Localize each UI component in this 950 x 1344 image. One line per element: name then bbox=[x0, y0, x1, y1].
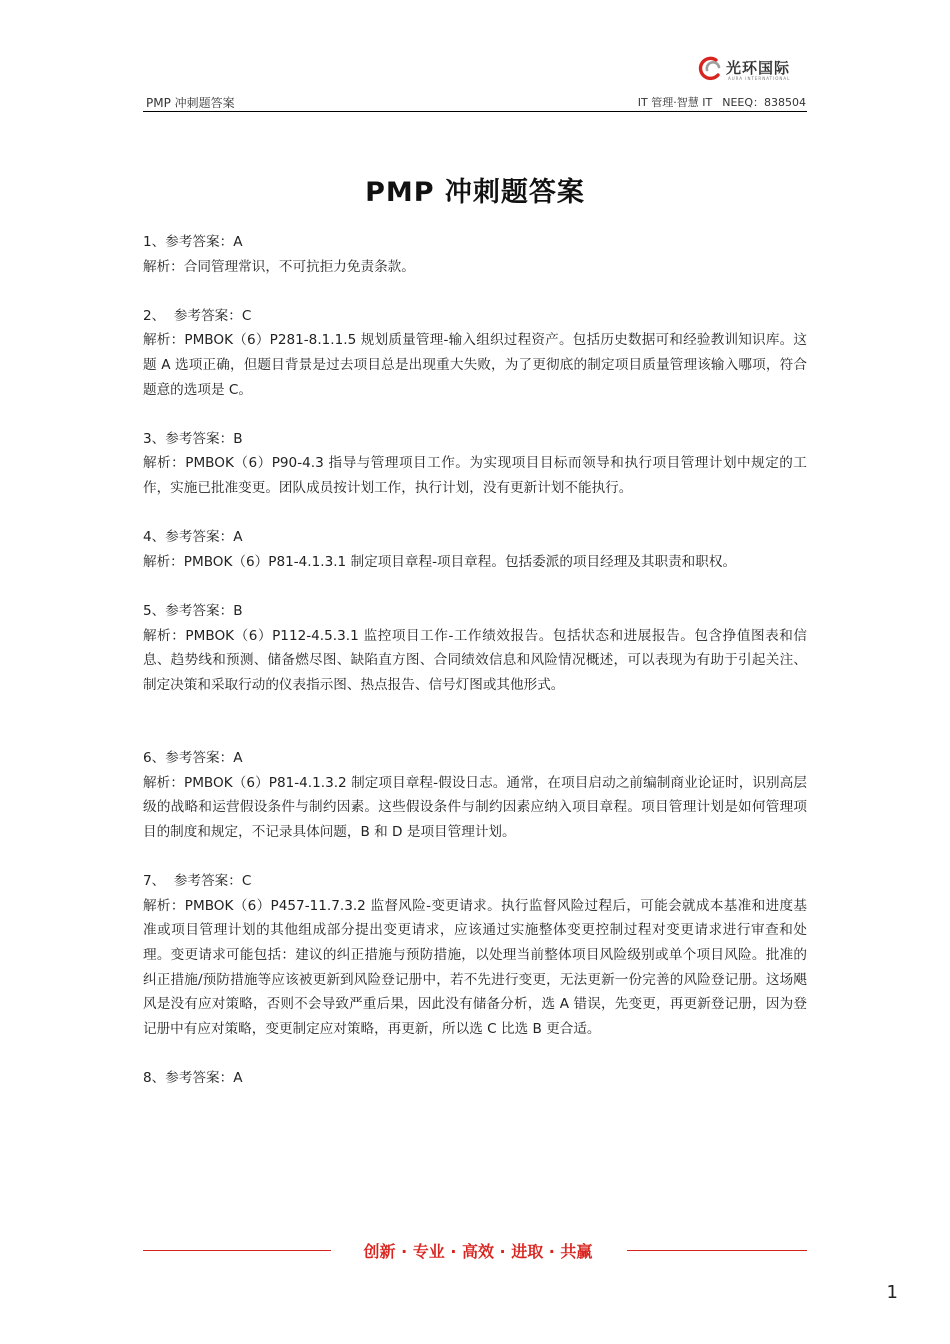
analysis-text: 解析：PMBOK（6）P112-4.5.3.1 监控项目工作-工作绩效报告。包括状态和进展报告。包含挣值图表和信息、趋势线和预测、储备燃尽图、缺陷直方图、合同绩效信息和风险情况概述，可以表现为有助于引起关注、制定决策和采取行动的仪表指示图、热点报告、信号灯图或其他形式。 bbox=[143, 627, 807, 693]
analysis-text: 解析：PMBOK（6）P81-4.1.3.2 制定项目章程-假设日志。通常，在项目启动之前编制商业论证时，识别高层级的战略和运营假设条件与制约因素。这些假设条件与制约因素应纳入项目章程。项目管理计划是如何管理项目的制度和规定，不记录具体问题，B 和 D 是项目管理计划。 bbox=[143, 774, 807, 841]
running-header-title: PMP 冲刺题答案 bbox=[146, 96, 235, 110]
footer-slogan: 创新 · 专业 · 高效 · 进取 · 共赢 bbox=[363, 1242, 593, 1261]
analysis-text: 解析：PMBOK（6）P90-4.3 指导与管理项目工作。为实现项目目标而领导和执行项目管理计划中规定的工作，实施已批准变更。团队成员按计划工作，执行计划，没有更新计划不能执行。 bbox=[143, 455, 807, 496]
aura-logo-icon bbox=[696, 55, 724, 83]
analysis-text: 解析：PMBOK（6）P81-4.1.3.1 制定项目章程-项目章程。包括委派的项目经理及其职责和职权。 bbox=[143, 553, 737, 570]
analysis-text: 解析：PMBOK（6）P281-8.1.1.5 规划质量管理-输入组织过程资产。包括历史数据可和经验教训知识库。这题 A 选项正确，但题目背景是过去项目总是出现重大失败，为了更彻底的制定项目质量管理该输入哪项，符合题意的选项是 C。 bbox=[143, 332, 807, 398]
analysis-text: 解析：PMBOK（6）P457-11.7.3.2 监督风险-变更请求。执行监督风险过程后，可能会就成本基准和进度基准或项目管理计划的其他组成部分提出变更请求，应该通过实施整体变更控制过程对变更请求进行审查和处理。变更请求可能包括：建议的纠正措施与预防措施，以处理当前整体项目风险级别或单个项目风险。批准的纠正措施/预防措施等应该被更新到风险登记册中，若不先进行变更，无法更新一份完善的风险登记册。这场飓风是没有应对策略，否则不会导致严重后果，因此没有储备分析，选 A 错误，先变更，再更新登记册，因为登记册中有应对策略，变更制定应对策略，再更新，所以选 C 比选 B 更合适。 bbox=[143, 897, 807, 1037]
page-footer bbox=[143, 1238, 807, 1264]
logo-subtitle: AURA INTERNATIONAL bbox=[728, 76, 791, 81]
answer-line: 8、参考答案：A bbox=[143, 1070, 243, 1086]
header-neeq-code: NEEQ：838504 bbox=[722, 96, 806, 109]
page-title: PMP 冲刺题答案 bbox=[365, 177, 585, 209]
page-number: 1 bbox=[886, 1282, 898, 1303]
answer-item bbox=[143, 525, 807, 574]
footer-rule-right bbox=[627, 1250, 807, 1251]
answer-line: 5、参考答案：B bbox=[143, 602, 243, 619]
header-slogan: IT 管理·智慧 IT bbox=[637, 96, 713, 109]
answer-item bbox=[143, 869, 807, 1041]
header-divider bbox=[143, 111, 807, 112]
answer-item bbox=[143, 1066, 807, 1091]
answer-line: 2、 参考答案：C bbox=[143, 307, 252, 324]
running-header-right bbox=[638, 94, 806, 110]
answer-list bbox=[143, 230, 807, 1115]
answer-item bbox=[143, 230, 807, 279]
answer-item bbox=[143, 427, 807, 501]
answer-line: 1、参考答案：A bbox=[143, 234, 243, 250]
answer-item bbox=[143, 746, 807, 844]
answer-line: 4、参考答案：A bbox=[143, 529, 243, 546]
company-logo bbox=[696, 55, 806, 83]
answer-item bbox=[143, 599, 807, 697]
analysis-text: 解析：合同管理常识，不可抗拒力免责条款。 bbox=[143, 258, 415, 275]
logo-name: 光环国际 bbox=[726, 59, 791, 77]
answer-line: 6、参考答案：A bbox=[143, 750, 243, 767]
footer-rule-left bbox=[143, 1250, 331, 1251]
answer-line: 3、参考答案：B bbox=[143, 430, 243, 447]
answer-line: 7、 参考答案：C bbox=[143, 873, 252, 890]
answer-item bbox=[143, 304, 807, 402]
